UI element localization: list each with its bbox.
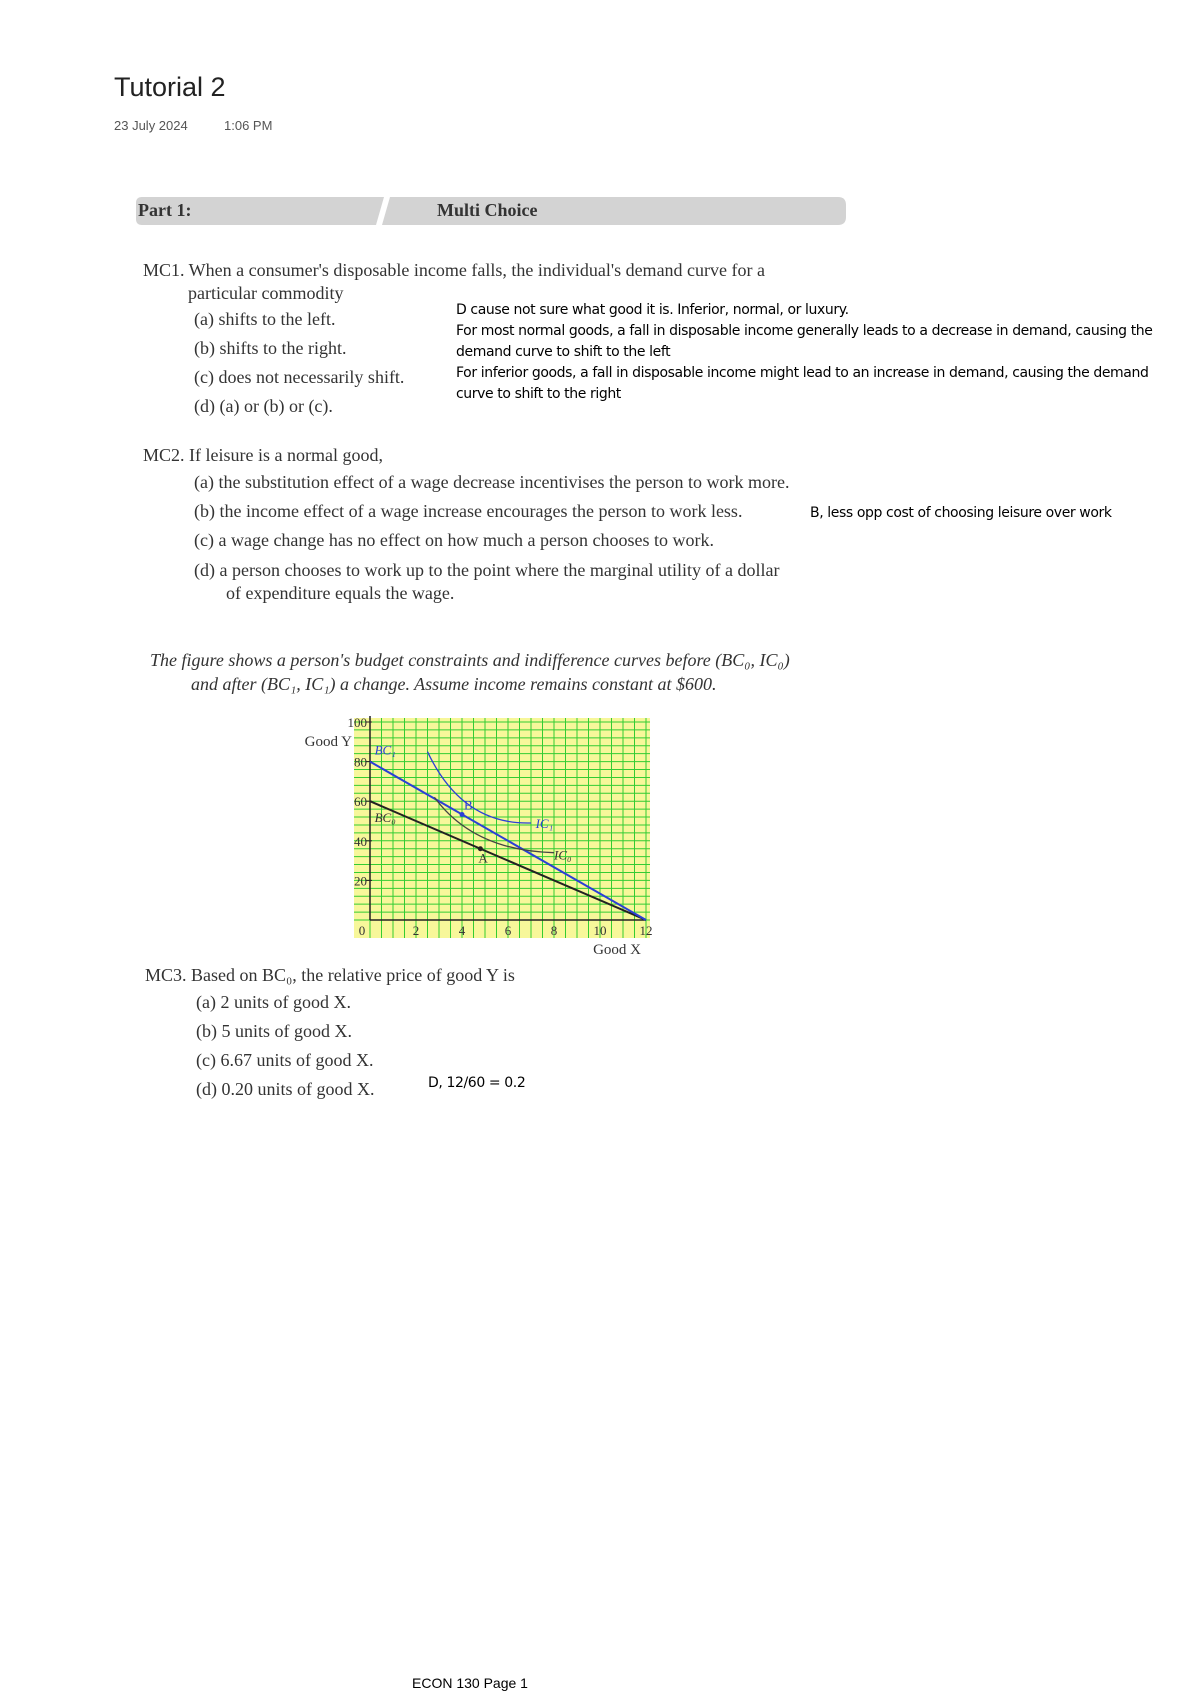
part-section-title: Multi Choice (437, 200, 538, 220)
mc2-option-c: (c) a wage change has no effect on how much a person chooses to work. (194, 530, 714, 550)
part-label: Part 1: (138, 200, 192, 220)
mc1-option-c: (c) does not necessarily shift. (194, 367, 405, 387)
x-tick-label: 0 (358, 923, 366, 938)
mc1-note-line2: For most normal goods, a fall in disposable income generally leads to a decrease in demand, causing the (456, 323, 1153, 339)
mc1-note-line4: For inferior goods, a fall in disposable income might lead to an increase in demand, causing the demand (456, 365, 1149, 381)
x-tick-label: 12 (639, 923, 653, 938)
y-axis-label: Good Y (304, 734, 352, 750)
page-time: 1:06 PM (224, 118, 273, 133)
figure-caption-line1: The figure shows a person's budget constraints and indifference curves before (BC₀, IC₀) (150, 650, 790, 670)
series-label: IC₀ (554, 847, 572, 863)
mc2-stem: MC2. If leisure is a normal good, (143, 445, 383, 465)
mc2-option-a: (a) the substitution effect of a wage decrease incentivises the person to work more. (194, 472, 790, 492)
page-date: 23 July 2024 (114, 118, 188, 133)
chart-plot-background (354, 718, 650, 938)
x-axis-label: Good X (593, 942, 641, 958)
budget-constraint-chart (300, 710, 680, 960)
series-label: IC₁ (535, 815, 554, 831)
x-tick-label: 2 (412, 923, 420, 938)
mc1-note-line5: curve to shift to the right (456, 386, 621, 402)
mc3-option-a: (a) 2 units of good X. (196, 992, 351, 1012)
mc3-option-c: (c) 6.67 units of good X. (196, 1050, 374, 1070)
mc3-option-b: (b) 5 units of good X. (196, 1021, 352, 1041)
x-tick-label: 6 (504, 923, 512, 938)
mc2-note: B, less opp cost of choosing leisure over work (810, 505, 1112, 521)
mc3-option-d: (d) 0.20 units of good X. (196, 1079, 375, 1099)
y-tick-label: 80 (354, 754, 367, 770)
y-tick-label: 20 (354, 873, 367, 889)
mc3-note: D, 12/60 = 0.2 (428, 1075, 526, 1091)
series-label: BC₀ (374, 810, 396, 826)
x-tick-label: 4 (458, 923, 466, 938)
x-tick-label: 10 (593, 923, 607, 938)
point-b (460, 812, 465, 817)
mc2-option-d-line2: of expenditure equals the wage. (226, 583, 455, 603)
mc2-option-d: (d) a person chooses to work up to the point where the marginal utility of a dollar (194, 560, 780, 580)
mc1-option-b: (b) shifts to the right. (194, 338, 347, 358)
mc1-note-line3: demand curve to shift to the left (456, 344, 671, 360)
figure-caption-line2: and after (BC₁, IC₁) a change. Assume income remains constant at $600. (191, 674, 717, 694)
mc1-note-line1: D cause not sure what good it is. Inferior, normal, or luxury. (456, 302, 849, 318)
series-label: BC₁ (374, 742, 396, 758)
page-title: Tutorial 2 (114, 72, 226, 102)
mc3-stem: MC3. Based on BC₀, the relative price of good Y is (145, 965, 515, 985)
point-label-b: B (464, 797, 473, 813)
x-tick-label: 8 (550, 923, 558, 938)
y-tick-label: 100 (347, 715, 367, 730)
y-tick-label: 40 (354, 833, 367, 849)
point-label-a: A (478, 850, 488, 866)
mc1-option-d: (d) (a) or (b) or (c). (194, 396, 333, 416)
mc1-stem-line2: particular commodity (188, 283, 344, 303)
y-tick-label: 60 (354, 794, 367, 810)
mc1-option-a: (a) shifts to the left. (194, 309, 336, 329)
mc2-option-b: (b) the income effect of a wage increase encourages the person to work less. (194, 501, 743, 521)
mc1-stem-line1: MC1. When a consumer's disposable income falls, the individual's demand curve for a (143, 260, 766, 280)
page-footer: ECON 130 Page 1 (412, 1675, 528, 1691)
